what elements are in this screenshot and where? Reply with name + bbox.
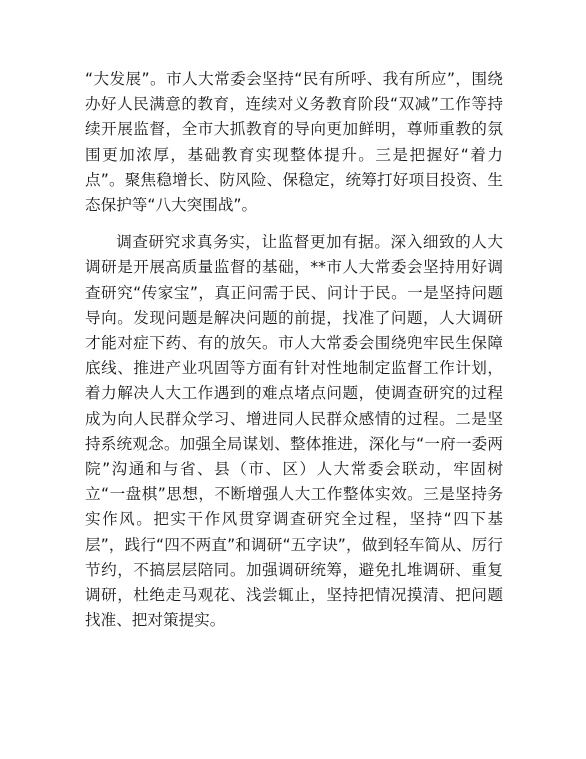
paragraph-survey-research: 调查研究求真务实，让监督更加有据。深入细致的人大调研是开展高质量监督的基础，**市人大常委会坚持用好调查研究“传家宝”，真正问需于民、问计于民。一是坚持问题导向。发现问题是解决问题的前提，找准了问题，人大调研才能对症下药、有的放矢。市人大常委会围绕兜牢民生保障底线、推进产业巩固等方面有针对性地制定监督工作计划，着力解决人大工作遇到的难点堵点问题，使调查研究的过程成为向人民群众学习、增进同人民群众感情的过程。二是坚持系统观念。加强全局谋划、整体推进，深化与“一府一委两院”沟通和与省、县（市、区）人大常委会联动，牢固树立“一盘棋”思想，不断增强人大工作整体实效。三是坚持务实作风。把实干作风贯穿调查研究全过程，坚持“四下基层”，践行“四不两直”和调研“五字诀”，做到轻车简从、厉行节约，不搞层层陪同。加强调研统筹，避免扎堆调研、重复调研，杜绝走马观花、浅尝辄止，坚持把情况摸清、把问题找准、把对策提实。 bbox=[85, 233, 503, 630]
document-body bbox=[85, 67, 503, 633]
paragraph-continuation: “大发展”。市人大常委会坚持“民有所呼、我有所应”，围绕办好人民满意的教育，连续对义务教育阶段“双减”工作等持续开展监督，全市大抓教育的导向更加鲜明，尊师重教的氛围更加浓厚，基础教育实现整体提升。三是把握好“着力点”。聚焦稳增长、防风险、保稳定，统筹打好项目投资、生态保护等“八大突围战”。 bbox=[85, 70, 503, 215]
